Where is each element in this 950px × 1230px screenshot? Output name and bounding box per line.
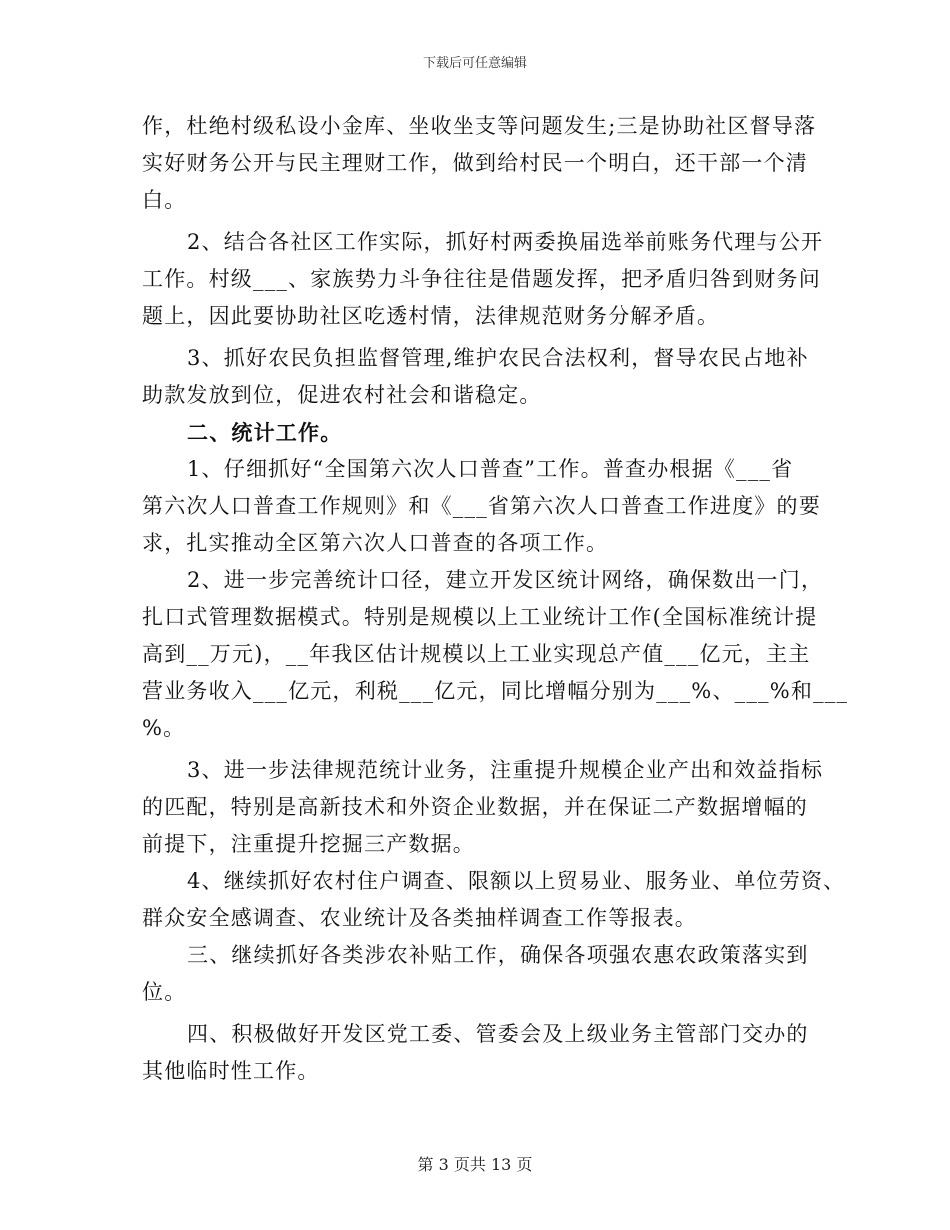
body-line: 1、仔细抓好“全国第六次人口普查”工作。普查办根据《___省: [187, 457, 794, 481]
body-line: 扎口式管理数据模式。特别是规模以上工业统计工作(全国标准统计提: [142, 605, 818, 629]
body-line: 2、结合各社区工作实际，抓好村两委换届选举前账务代理与公开: [187, 230, 824, 254]
body-line: 高到__万元)，__年我区估计规模以上工业实现总产值___亿元，主主: [142, 642, 811, 666]
body-line: 前提下，注重提升挖掘三产数据。: [142, 832, 475, 856]
body-line: 第六次人口普查工作规则》和《___省第六次人口普查工作进度》的要: [142, 494, 821, 518]
section-heading: 二、统计工作。: [187, 420, 343, 445]
document-body: [142, 108, 849, 1090]
body-line: 其他临时性工作。: [142, 1059, 320, 1083]
body-line: 2、进一步完善统计口径，建立开发区统计网络，确保数出一门，: [187, 568, 824, 592]
body-line: 3、抓好农民负担监督管理,维护农民合法权利，督导农民占地补: [187, 346, 809, 370]
body-line: 作，杜绝村级私设小金库、坐收坐支等问题发生;三是协助社区督导落: [142, 114, 817, 138]
body-line: 白。: [142, 188, 187, 212]
body-line: 三、继续抓好各类涉农补贴工作，确保各项强农惠农政策落实到: [187, 943, 809, 967]
body-line: 实好财务公开与民主理财工作，做到给村民一个明白，还干部一个清: [142, 151, 808, 175]
body-line: 营业务收入___亿元，利税___亿元，同比增幅分别为___%、___%和___: [142, 679, 849, 703]
body-line: 的匹配，特别是高新技术和外资企业数据，并在保证二产数据增幅的: [142, 795, 808, 819]
body-line: 4、继续抓好农村住户调查、限额以上贸易业、服务业、单位劳资、: [187, 869, 846, 893]
body-line: 群众安全感调查、农业统计及各类抽样调查工作等报表。: [142, 906, 697, 930]
page-header: 下载后可任意编辑: [422, 56, 527, 71]
body-line: 四、积极做好开发区党工委、管委会及上级业务主管部门交办的: [187, 1022, 809, 1046]
body-line: 位。: [142, 980, 187, 1004]
body-line: %。: [142, 716, 186, 740]
body-line: 工作。村级___、家族势力斗争往往是借题发挥，把矛盾归咎到财务问: [142, 267, 821, 291]
page-number: 第 3 页共 13 页: [417, 1155, 533, 1174]
body-line: 助款发放到位，促进农村社会和谐稳定。: [142, 383, 542, 407]
body-line: 求，扎实推动全区第六次人口普查的各项工作。: [142, 531, 609, 555]
body-line: 题上，因此要协助社区吃透村情，法律规范财务分解矛盾。: [142, 304, 720, 328]
body-line: 3、进一步法律规范统计业务，注重提升规模企业产出和效益指标: [187, 758, 824, 782]
